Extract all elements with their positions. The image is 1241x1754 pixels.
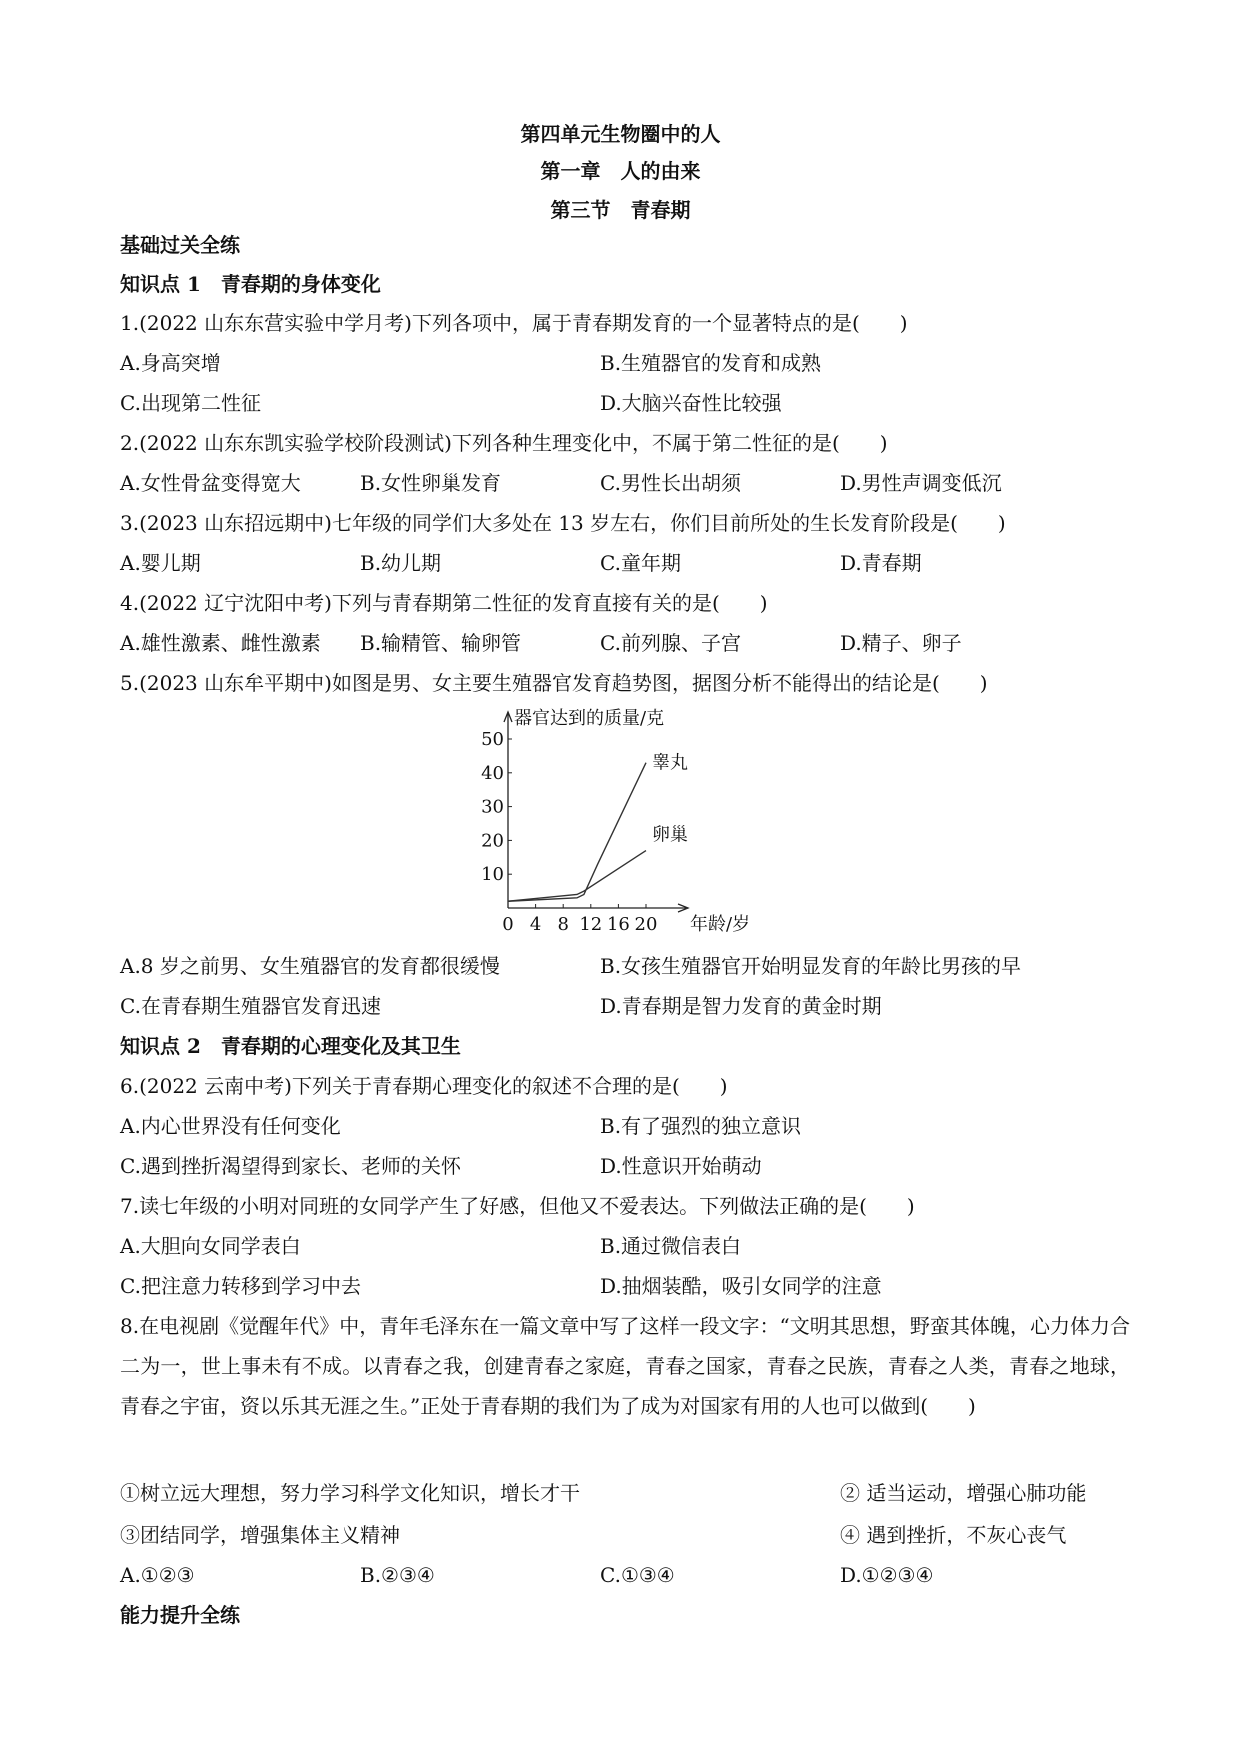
q8-option-b: B.②③④ bbox=[360, 1563, 435, 1587]
q8-statement-4: ④ 遇到挫折，不灰心丧气 bbox=[840, 1523, 1067, 1547]
q4-option-b: B.输精管、输卵管 bbox=[360, 631, 522, 655]
knowledge-point-2: 知识点 2 青春期的心理变化及其卫生 bbox=[120, 1034, 461, 1058]
q3-option-b: B.幼儿期 bbox=[360, 551, 442, 575]
series-line-ovary bbox=[508, 851, 646, 902]
q3-option-c: C.童年期 bbox=[600, 551, 681, 575]
y-tick-label: 30 bbox=[481, 796, 504, 818]
chart-y-axis-label: 器官达到的质量/克 bbox=[514, 708, 665, 729]
part-heading-advanced: 能力提升全练 bbox=[120, 1603, 240, 1627]
x-tick-label: 16 bbox=[606, 914, 630, 935]
question-1-stem: 1.(2022 山东东营实验中学月考)下列各项中，属于青春期发育的一个显著特点的是( ) bbox=[120, 311, 908, 335]
q7-option-b: B.通过微信表白 bbox=[600, 1234, 742, 1258]
q5-option-a: A.8 岁之前男、女生殖器官的发育都很缓慢 bbox=[120, 954, 500, 978]
series-line-testis bbox=[508, 763, 646, 902]
knowledge-point-1: 知识点 1 青春期的身体变化 bbox=[120, 272, 381, 296]
x-tick-label: 8 bbox=[557, 914, 569, 935]
question-2-stem: 2.(2022 山东东凯实验学校阶段测试)下列各种生理变化中，不属于第二性征的是( ) bbox=[120, 431, 888, 455]
question-3-stem: 3.(2023 山东招远期中)七年级的同学们大多处在 13 岁左右，你们目前所处的生长发育阶段是( ) bbox=[120, 511, 1006, 535]
q2-option-b: B.女性卵巢发育 bbox=[360, 471, 502, 495]
series-label-testis: 睾丸 bbox=[652, 752, 688, 774]
chapter-title: 第一章 人的由来 bbox=[540, 159, 701, 183]
unit-title: 第四单元生物圈中的人 bbox=[520, 122, 721, 146]
part-heading-basic: 基础过关全练 bbox=[120, 233, 240, 257]
q7-option-a: A.大胆向女同学表白 bbox=[120, 1234, 301, 1258]
q1-option-d: D.大脑兴奋性比较强 bbox=[600, 391, 782, 415]
question-7-stem: 7.读七年级的小明对同班的女同学产生了好感，但他又不爱表达。下列做法正确的是( ) bbox=[120, 1194, 915, 1218]
q5-option-b: B.女孩生殖器官开始明显发育的年龄比男孩的早 bbox=[600, 954, 1022, 978]
q1-option-c: C.出现第二性征 bbox=[120, 391, 261, 415]
q8-statement-2: ② 适当运动，增强心肺功能 bbox=[840, 1481, 1087, 1505]
q5-option-c: C.在青春期生殖器官发育迅速 bbox=[120, 994, 381, 1018]
chart-series bbox=[508, 753, 688, 902]
q2-option-d: D.男性声调变低沉 bbox=[840, 471, 1002, 495]
y-tick-label: 20 bbox=[481, 830, 504, 852]
q8-statement-1: ①树立远大理想，努力学习科学文化知识，增长才干 bbox=[120, 1481, 580, 1505]
q7-option-d: D.抽烟装酷，吸引女同学的注意 bbox=[600, 1274, 882, 1298]
q6-option-c: C.遇到挫折渴望得到家长、老师的关怀 bbox=[120, 1154, 461, 1178]
q1-option-a: A.身高突增 bbox=[120, 351, 221, 375]
x-tick-label: 12 bbox=[579, 914, 603, 935]
q2-option-a: A.女性骨盆变得宽大 bbox=[120, 471, 301, 495]
question-5-stem: 5.(2023 山东牟平期中)如图是男、女主要生殖器官发育趋势图，据图分析不能得出的结论是( ) bbox=[120, 671, 988, 695]
x-tick-label: 20 bbox=[634, 914, 658, 935]
section-title: 第三节 青春期 bbox=[550, 198, 691, 222]
q6-option-d: D.性意识开始萌动 bbox=[600, 1154, 762, 1178]
question-8-stem: 8.在电视剧《觉醒年代》中，青年毛泽东在一篇文章中写了这样一段文字：“文明其思想，野蛮其体魄，心力体力合二为一，世上事未有不成。以青春之我，创建青春之家庭，青春之国家，青春之民族，青春之人类，青春之地球，青春之宇宙，资以乐其无涯之生。”正处于青春期的我们为了成为对国家有用的人也可以做到( ) bbox=[120, 1314, 1130, 1418]
q6-option-a: A.内心世界没有任何变化 bbox=[120, 1114, 341, 1138]
x-tick-label: 4 bbox=[529, 914, 542, 935]
q8-option-d: D.①②③④ bbox=[840, 1563, 934, 1587]
q3-option-d: D.青春期 bbox=[840, 551, 922, 575]
q5-option-d: D.青春期是智力发育的黄金时期 bbox=[600, 994, 882, 1018]
q8-option-a: A.①②③ bbox=[120, 1563, 195, 1587]
q2-option-c: C.男性长出胡须 bbox=[600, 471, 741, 495]
q8-statement-3: ③团结同学，增强集体主义精神 bbox=[120, 1523, 400, 1547]
q4-option-d: D.精子、卵子 bbox=[840, 631, 962, 655]
y-tick-label: 10 bbox=[481, 864, 504, 886]
q8-option-c: C.①③④ bbox=[600, 1563, 675, 1587]
q4-option-a: A.雄性激素、雌性激素 bbox=[120, 631, 321, 655]
q4-option-c: C.前列腺、子宫 bbox=[600, 631, 741, 655]
question-6-stem: 6.(2022 云南中考)下列关于青春期心理变化的叙述不合理的是( ) bbox=[120, 1074, 728, 1098]
q7-option-c: C.把注意力转移到学习中去 bbox=[120, 1274, 361, 1298]
q1-option-b: B.生殖器官的发育和成熟 bbox=[600, 351, 822, 375]
q3-option-a: A.婴儿期 bbox=[120, 551, 201, 575]
q6-option-b: B.有了强烈的独立意识 bbox=[600, 1114, 802, 1138]
organ-development-chart bbox=[481, 708, 770, 936]
x-tick-label: 0 bbox=[502, 914, 514, 935]
y-tick-label: 40 bbox=[481, 762, 504, 784]
chart-axes bbox=[504, 712, 688, 912]
series-label-ovary: 卵巢 bbox=[652, 824, 688, 846]
chart-x-axis-label: 年龄/岁 bbox=[690, 914, 751, 935]
question-4-stem: 4.(2022 辽宁沈阳中考)下列与青春期第二性征的发育直接有关的是( ) bbox=[120, 591, 768, 615]
y-tick-label: 50 bbox=[481, 729, 504, 750]
